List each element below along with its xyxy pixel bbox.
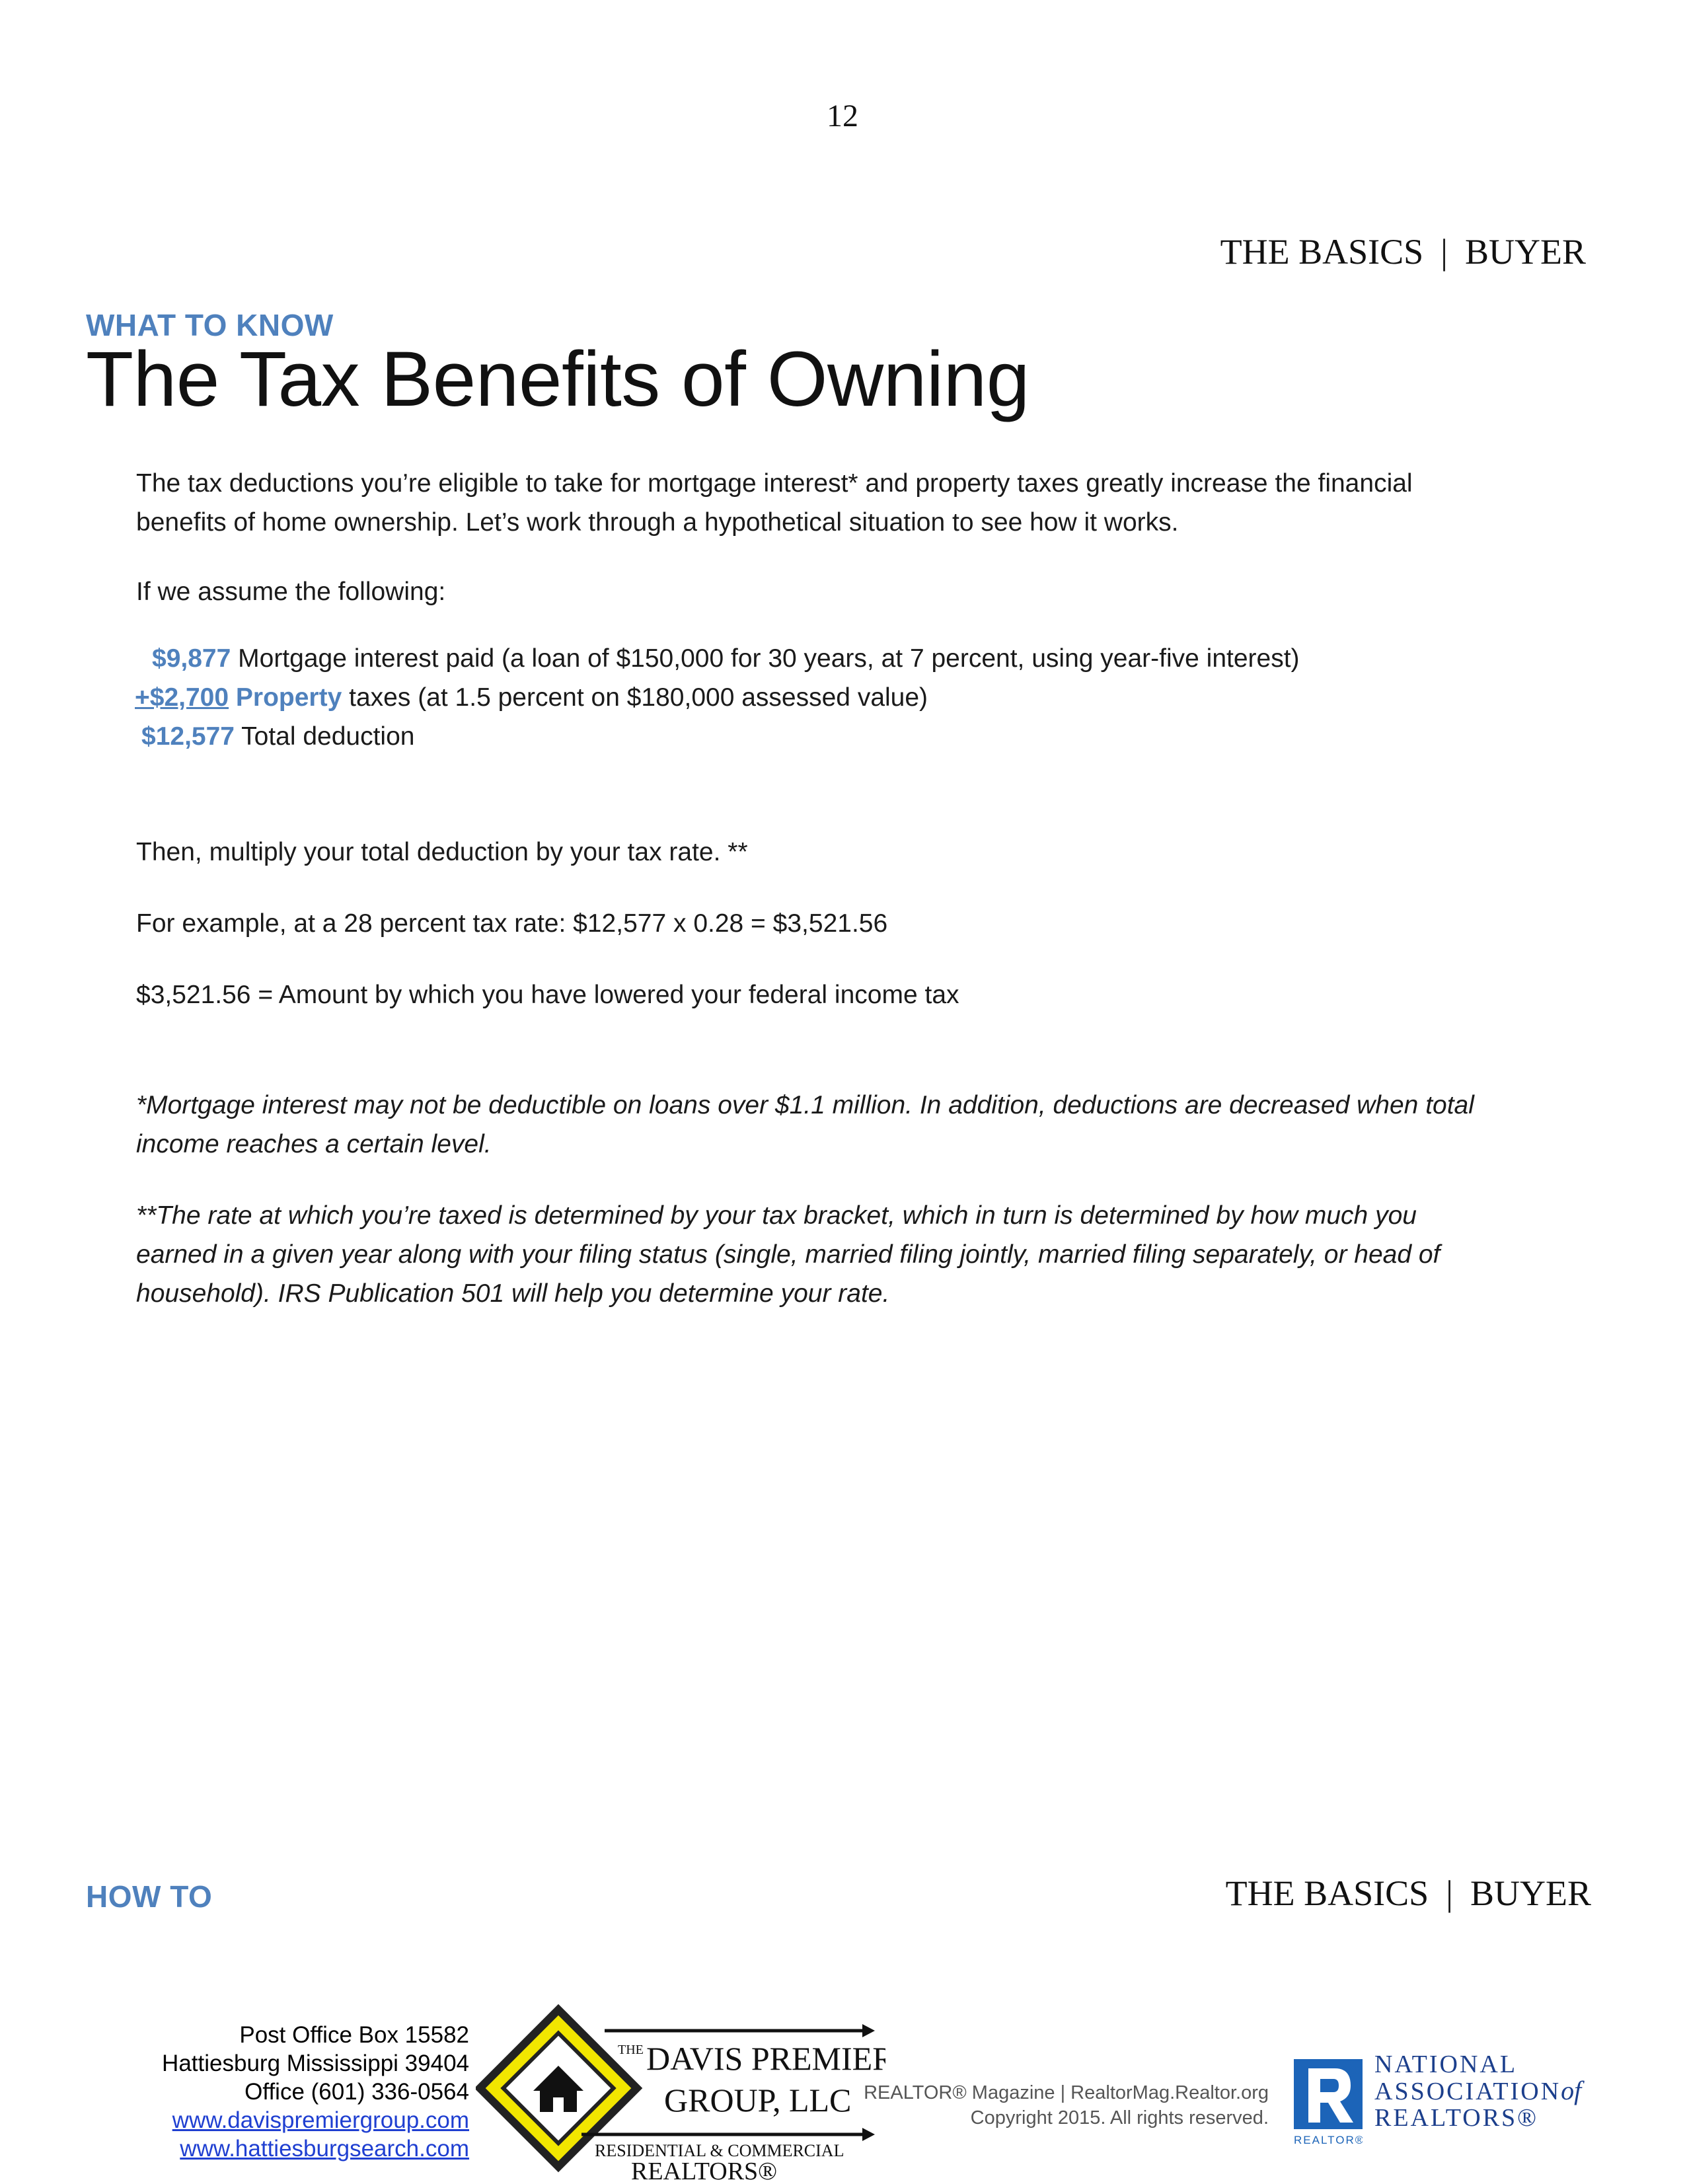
how-to-label: HOW TO — [86, 1879, 213, 1914]
page-title: The Tax Benefits of Owning — [86, 336, 1030, 423]
footnote-tax-rate: **The rate at which you’re taxed is determined by your tax bracket, which in turn is determined by how much you earned in a given year along with your filing status (single, married filing jointly, married filing separately, or head of household). IRS Publication 501 will help you determine your rate. — [136, 1201, 1441, 1308]
header-tag-right: BUYER — [1464, 232, 1586, 272]
header-tag-separator: | — [1441, 232, 1448, 272]
copyright-line: Copyright 2015. All rights reserved. — [970, 2107, 1269, 2128]
logo-name-line2: GROUP, LLC — [664, 2082, 852, 2119]
intro-paragraph: The tax deductions you’re eligible to take for mortgage interest* and property taxes greatly increase the financial benefits of home ownership. Let’s work through a hypothetical situation to see how it works. — [136, 469, 1413, 537]
address-city: Hattiesburg Mississippi 39404 — [162, 2051, 469, 2076]
assume-paragraph: If we assume the following: — [136, 578, 446, 606]
eyebrow-what-to-know: WHAT TO KNOW — [86, 308, 334, 342]
logo-name-line1: DAVIS PREMIER — [646, 2040, 885, 2077]
footer-tag-separator: | — [1446, 1873, 1453, 1913]
realtor-magazine-line: REALTOR® Magazine | RealtorMag.Realtor.org — [864, 2082, 1269, 2103]
office-address — [99, 2021, 469, 2163]
property-label: Property — [235, 683, 342, 712]
then-paragraph: Then, multiply your total deduction by your tax rate. ** — [136, 838, 748, 866]
address-po-box: Post Office Box 15582 — [239, 2022, 469, 2048]
footer-tag-left: THE BASICS — [1225, 1873, 1429, 1913]
logo-the: THE — [618, 2043, 644, 2057]
total-deduction-text: Total deduction — [241, 722, 415, 751]
calc-row-property-taxes — [135, 683, 928, 712]
header-tag-left: THE BASICS — [1220, 232, 1424, 272]
logo-tagline: RESIDENTIAL & COMMERCIAL — [595, 2141, 844, 2160]
davis-premier-logo-graphic — [476, 1996, 885, 2181]
mortgage-interest-amount: $9,877 — [152, 644, 231, 673]
nar-wordmark — [1374, 2051, 1581, 2131]
link-hattiesburgsearch[interactable]: www.hattiesburgsearch.com — [180, 2136, 469, 2162]
property-tax-amount: +$2,700 — [135, 683, 229, 712]
footer-section-tag — [1226, 1873, 1591, 1914]
property-tax-text: taxes (at 1.5 percent on $180,000 assessed value) — [349, 683, 928, 712]
realtor-r-icon — [1294, 2059, 1363, 2148]
header-section-tag — [1220, 231, 1586, 272]
link-davispremiergroup[interactable]: www.davispremiergroup.com — [172, 2107, 469, 2133]
example-paragraph: For example, at a 28 percent tax rate: $12,577 x 0.28 = $3,521.56 — [136, 909, 888, 938]
nar-line-association: ASSOCIATION — [1374, 2078, 1561, 2105]
davis-premier-logo — [476, 1996, 885, 2181]
nar-of: of — [1561, 2076, 1582, 2105]
total-deduction-amount: $12,577 — [141, 722, 235, 751]
calc-row-mortgage-interest — [152, 644, 1300, 673]
logo-realtors: REALTORS® — [631, 2158, 778, 2181]
footer-tag-right: BUYER — [1470, 1873, 1591, 1913]
realtor-badge-text: REALTOR® — [1294, 2134, 1363, 2146]
result-paragraph: $3,521.56 = Amount by which you have lowered your federal income tax — [136, 981, 959, 1009]
footnote-mortgage-interest: *Mortgage interest may not be deductible on loans over $1.1 million. In addition, deductions are decreased when total income reaches a certain level. — [136, 1091, 1474, 1158]
page-number: 12 — [827, 98, 858, 133]
mortgage-interest-text: Mortgage interest paid (a loan of $150,000 for 30 years, at 7 percent, using year-five interest) — [238, 644, 1300, 673]
calc-row-total-deduction — [141, 722, 414, 751]
nar-line-national: NATIONAL — [1374, 2051, 1518, 2078]
address-phone: Office (601) 336-0564 — [244, 2079, 469, 2105]
realtor-r-logo — [1294, 2059, 1363, 2148]
nar-line-realtors: REALTORS® — [1374, 2104, 1539, 2132]
realtor-magazine-credit — [846, 2080, 1269, 2130]
